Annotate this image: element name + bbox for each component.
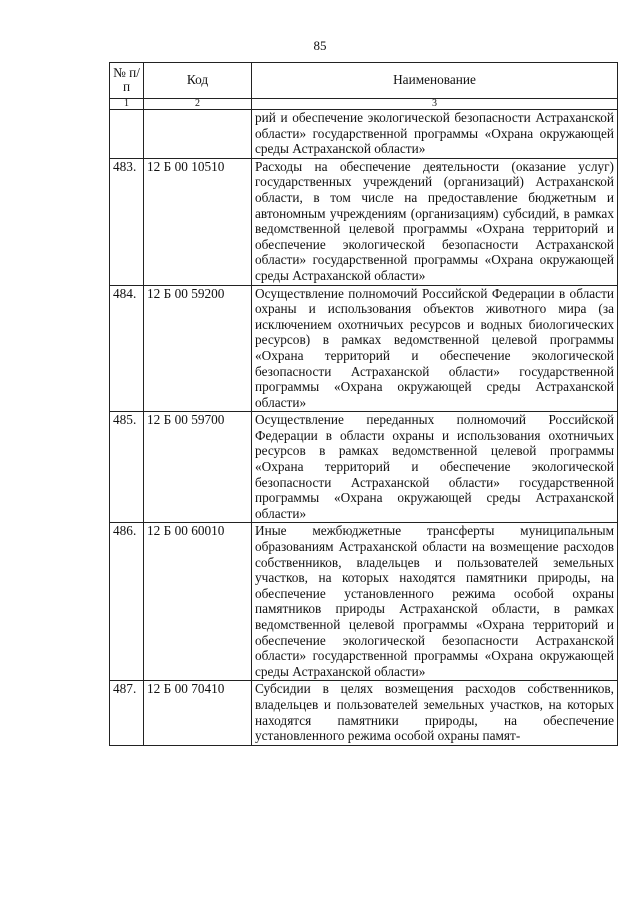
row-num: 483. xyxy=(110,158,144,285)
index-num: 1 xyxy=(110,99,144,110)
table-row-486 xyxy=(110,523,618,681)
header-num: № п/п xyxy=(110,63,144,99)
table-row-485 xyxy=(110,412,618,523)
column-index-row xyxy=(110,99,618,110)
row-name: Осуществление переданных полномочий Российской Федерации в области охраны и использования охотничьих ресурсов в рамках ведомственной целевой программы «Охрана территорий и обеспечение экологической безопасности Астраханской области» государственной программы «Охрана окружающей среды Астраханской области» xyxy=(252,412,618,523)
row-num: 487. xyxy=(110,681,144,745)
row-num: 486. xyxy=(110,523,144,681)
header-row xyxy=(110,63,618,99)
row-num: 485. xyxy=(110,412,144,523)
row-code: 12 Б 00 59700 xyxy=(144,412,252,523)
table-row-483 xyxy=(110,158,618,285)
row-code: 12 Б 00 70410 xyxy=(144,681,252,745)
table-row-continuation xyxy=(110,110,618,159)
row-name: Осуществление полномочий Российской Федерации в области охраны и использования объектов животного мира (за исключением охотничьих ресурсов и водных биологических ресурсов) в рамках ведомственной целевой программы «Охрана территорий и обеспечение экологической безопасности Астраханской области» государственной программы «Охрана окружающей среды Астраханской области» xyxy=(252,285,618,412)
table-row-484 xyxy=(110,285,618,412)
row-name: Субсидии в целях возмещения расходов собственников, владельцев и пользователей земельных участков, на которых находятся памятники природы, на обеспечение установленного режима особой охраны памят- xyxy=(252,681,618,745)
table-body xyxy=(110,110,618,746)
row-name: Иные межбюджетные трансферты муниципальным образованиям Астраханской области на возмещение расходов собственников, владельцев и пользователей земельных участков, на которых находятся памятники природы, на обеспечение установленного режима особой охраны памятников природы Астраханской области, в рамках ведомственной целевой программы «Охрана территорий и обеспечение экологической безопасности Астраханской области» государственной программы «Охрана окружающей среды Астраханской области» xyxy=(252,523,618,681)
row-name: Расходы на обеспечение деятельности (оказание услуг) государственных учреждений (организаций) Астраханской области, в том числе на предоставление бюджетным и автономным учреждениям (организациям) субсидий, в рамках ведомственной целевой программы «Охрана территорий и обеспечение экологической безопасности Астраханской области» государственной программы «Охрана окружающей среды Астраханской области» xyxy=(252,158,618,285)
header-code: Код xyxy=(144,63,252,99)
header-name: Наименование xyxy=(252,63,618,99)
row-code: 12 Б 00 59200 xyxy=(144,285,252,412)
row-num: 484. xyxy=(110,285,144,412)
index-name: 3 xyxy=(252,99,618,110)
row-num xyxy=(110,110,144,159)
table-header xyxy=(110,63,618,110)
table-row-487 xyxy=(110,681,618,745)
index-code: 2 xyxy=(144,99,252,110)
row-name: рий и обеспечение экологической безопасности Астраханской области» государственной программы «Охрана окружающей среды Астраханской области» xyxy=(252,110,618,159)
row-code xyxy=(144,110,252,159)
row-code: 12 Б 00 10510 xyxy=(144,158,252,285)
row-code: 12 Б 00 60010 xyxy=(144,523,252,681)
page-number: 85 xyxy=(313,38,327,53)
budget-code-table xyxy=(109,62,618,746)
